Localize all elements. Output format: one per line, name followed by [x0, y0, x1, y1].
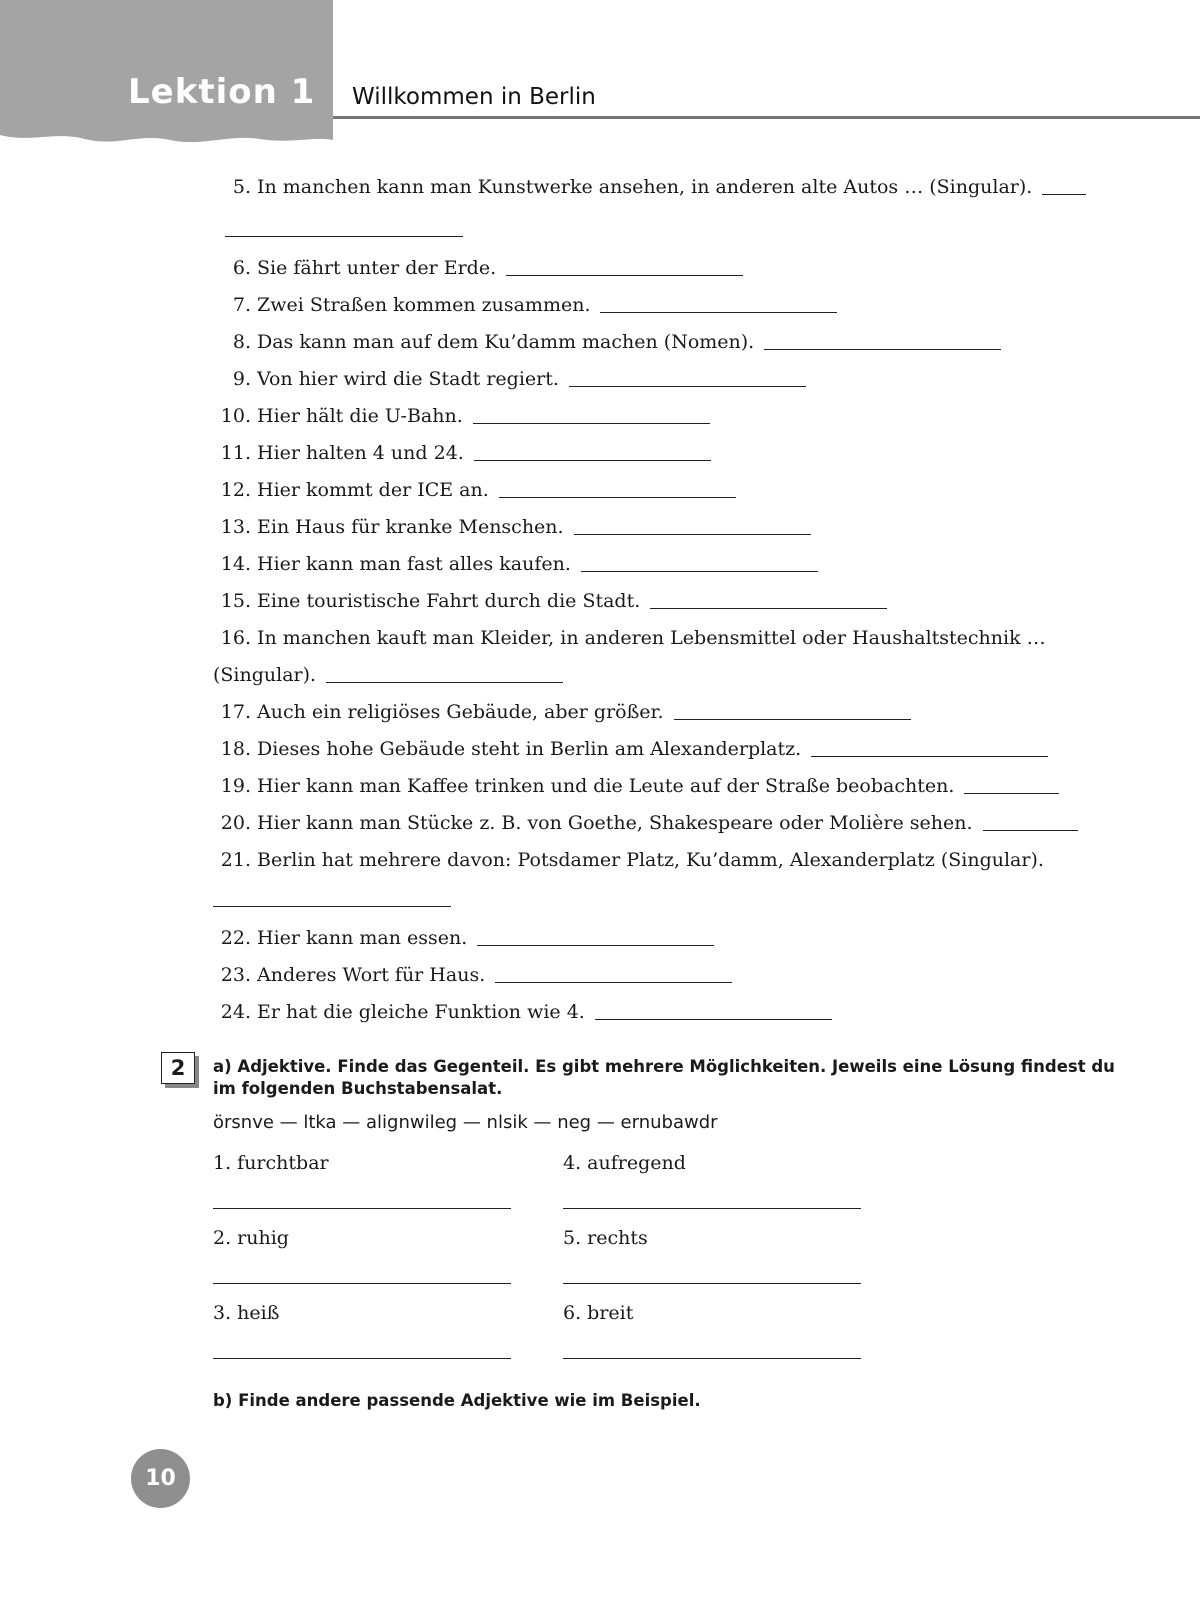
item-text: (Singular). — [213, 664, 317, 686]
item-text: Dieses hohe Gebäude steht in Berlin am Alexanderplatz. — [257, 738, 802, 760]
exercise-item-10 — [213, 402, 1123, 430]
answer-line[interactable] — [499, 496, 736, 498]
task-instruction-b: b) Finde andere passende Adjektive wie im Beispiel. — [213, 1391, 701, 1410]
exercise-item-12 — [213, 476, 1123, 504]
exercise-item-24 — [213, 998, 1123, 1026]
answer-line[interactable] — [563, 1208, 861, 1209]
item-number: 18. — [220, 738, 251, 760]
answer-line[interactable] — [213, 906, 451, 907]
item-number: 16. — [220, 627, 251, 649]
answer-line[interactable] — [983, 829, 1078, 831]
exercise-item-11 — [213, 439, 1123, 467]
adjective-3: 3. heiß — [213, 1302, 280, 1324]
answer-line[interactable] — [225, 236, 463, 237]
item-number: 14. — [220, 553, 251, 575]
header-rule — [333, 116, 1200, 119]
task-number-box: 2 — [161, 1052, 195, 1084]
item-number: 11. — [220, 442, 251, 464]
item-text: Hier halten 4 und 24. — [257, 442, 464, 464]
answer-line[interactable] — [764, 348, 1001, 350]
item-number: 9. — [232, 368, 251, 390]
item-number: 17. — [220, 701, 251, 723]
item-text: Hier kann man fast alles kaufen. — [257, 553, 571, 575]
exercise-item-20 — [213, 809, 1123, 837]
item-text: Das kann man auf dem Ku’damm machen (Nomen). — [257, 331, 755, 353]
answer-line[interactable] — [563, 1358, 861, 1359]
item-number: 21. — [220, 849, 251, 871]
item-text: Anderes Wort für Haus. — [257, 964, 486, 986]
adjective-6: 6. breit — [563, 1302, 634, 1324]
answer-line[interactable] — [506, 274, 743, 276]
exercise-item-16-continued — [213, 661, 1123, 689]
exercise-item-8 — [213, 328, 1123, 356]
exercise-item-15 — [213, 587, 1123, 615]
answer-line[interactable] — [574, 533, 811, 535]
item-text: Ein Haus für kranke Menschen. — [257, 516, 564, 538]
item-text: Hier kann man Stücke z. B. von Goethe, Shakespeare oder Molière sehen. — [257, 812, 973, 834]
adjective-4: 4. aufregend — [563, 1152, 686, 1174]
item-text: Hier kann man Kaffee trinken und die Leute auf der Straße beobachten. — [257, 775, 955, 797]
exercise-item-9 — [213, 365, 1123, 393]
exercise-item-14 — [213, 550, 1123, 578]
torn-edge — [0, 127, 333, 151]
answer-line[interactable] — [473, 422, 710, 424]
item-number: 23. — [220, 964, 251, 986]
item-text: Zwei Straßen kommen zusammen. — [257, 294, 591, 316]
answer-line[interactable] — [674, 718, 911, 720]
answer-line[interactable] — [477, 944, 714, 946]
item-number: 12. — [220, 479, 251, 501]
answer-line[interactable] — [495, 981, 732, 983]
answer-line[interactable] — [650, 607, 887, 609]
item-text: Berlin hat mehrere davon: Potsdamer Platz, Ku’damm, Alexanderplatz (Singular). — [257, 849, 1044, 871]
answer-line[interactable] — [581, 570, 818, 572]
exercise-item-13 — [213, 513, 1123, 541]
exercise-item-19 — [213, 772, 1123, 800]
item-number: 24. — [220, 1001, 251, 1023]
item-number: 20. — [220, 812, 251, 834]
item-text: Sie fährt unter der Erde. — [257, 257, 497, 279]
letter-scramble: örsnve — ltka — alignwileg — nlsik — neg — ernubawdr — [213, 1112, 718, 1133]
item-number: 13. — [220, 516, 251, 538]
exercise-item-17 — [213, 698, 1123, 726]
answer-line[interactable] — [213, 1208, 511, 1209]
answer-line[interactable] — [213, 1358, 511, 1359]
item-text: Hier kommt der ICE an. — [257, 479, 489, 501]
exercise-item-16 — [213, 624, 1123, 652]
item-text: Er hat die gleiche Funktion wie 4. — [257, 1001, 585, 1023]
item-text: Hier hält die U-Bahn. — [257, 405, 463, 427]
exercise-item-22 — [213, 924, 1123, 952]
answer-line[interactable] — [811, 755, 1048, 757]
answer-line[interactable] — [213, 1283, 511, 1284]
exercise-item-18 — [213, 735, 1123, 763]
answer-line[interactable] — [964, 792, 1059, 794]
item-number: 7. — [232, 294, 251, 316]
answer-line[interactable] — [326, 681, 563, 683]
item-number: 6. — [232, 257, 251, 279]
answer-line[interactable] — [1042, 193, 1086, 195]
item-number: 8. — [232, 331, 251, 353]
page-number: 10 — [131, 1449, 190, 1508]
item-text: Eine touristische Fahrt durch die Stadt. — [257, 590, 641, 612]
answer-line[interactable] — [569, 385, 806, 387]
item-text: Hier kann man essen. — [257, 927, 468, 949]
exercise-item-23 — [213, 961, 1123, 989]
answer-line[interactable] — [563, 1283, 861, 1284]
answer-line[interactable] — [474, 459, 711, 461]
item-number: 19. — [220, 775, 251, 797]
exercise-item-7 — [213, 291, 1123, 319]
adjective-5: 5. rechts — [563, 1227, 648, 1249]
adjective-1: 1. furchtbar — [213, 1152, 329, 1174]
exercise-item-5 — [213, 173, 1123, 201]
answer-line[interactable] — [595, 1018, 832, 1020]
adjective-2: 2. ruhig — [213, 1227, 289, 1249]
item-text: In manchen kauft man Kleider, in anderen Lebensmittel oder Haushaltstechnik … — [257, 627, 1046, 649]
item-number: 22. — [220, 927, 251, 949]
item-number: 15. — [220, 590, 251, 612]
lesson-label: Lektion 1 — [128, 72, 316, 112]
item-number: 10. — [220, 405, 251, 427]
item-text: In manchen kann man Kunstwerke ansehen, in anderen alte Autos … (Singular). — [257, 176, 1033, 198]
task-instruction-a: a) Adjektive. Finde das Gegenteil. Es gibt mehrere Möglichkeiten. Jeweils eine Lösung findest du im folgenden Buchstabensalat. — [213, 1057, 1115, 1098]
item-text: Von hier wird die Stadt regiert. — [257, 368, 559, 390]
chapter-title: Willkommen in Berlin — [352, 84, 596, 110]
answer-line[interactable] — [600, 311, 837, 313]
item-number: 5. — [232, 176, 251, 198]
item-text: Auch ein religiöses Gebäude, aber größer. — [257, 701, 664, 723]
exercise-item-21 — [213, 846, 1123, 874]
exercise-item-6 — [213, 254, 1123, 282]
